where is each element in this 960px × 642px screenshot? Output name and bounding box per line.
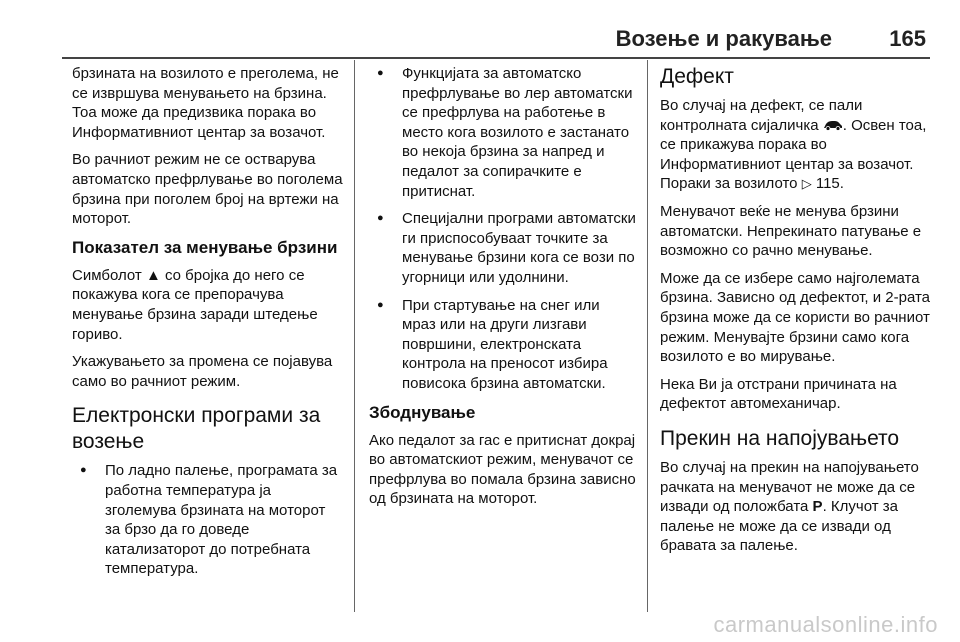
list-item: ● При стартување на снег или мраз или на други лизгави површини, електронската контрола на преносот избира повисока брзина автоматски. [369, 296, 637, 394]
bullet-list [369, 64, 637, 394]
paragraph: Менувачот веќе не менува брзини автоматски. Непрекинато патување е возможно со рачно менување. [660, 202, 922, 260]
reference-arrow-icon: ▷ [801, 176, 812, 192]
paragraph: Нека Ви ја отстрани причината на дефектот автомеханичар. [660, 375, 897, 413]
page-reference[interactable]: 115. [815, 175, 844, 193]
up-arrow-icon: ▲ [145, 266, 161, 284]
car-transmission-warning-icon [823, 119, 843, 131]
paragraph: Во рачниот режим не се оствaрува автоматско префрлување во поголема брзина при поголем број на вртежи на моторот. [72, 151, 343, 228]
column-divider-2 [647, 60, 648, 612]
watermark: carmanualsonline.info [713, 612, 938, 637]
gear-position-p: P [812, 498, 823, 516]
section-heading-indicator: Показател за менување брзини [72, 237, 338, 257]
text-span: Во случај на прекин на напојувањето рачката на менувачот не може да се извади од положбата [660, 458, 919, 516]
header-rule [62, 57, 930, 59]
text-span: Во случај на дефект, се пали контролната сијаличка [660, 97, 863, 134]
column-3 [660, 64, 936, 564]
paragraph [660, 458, 936, 556]
paragraph: Може да се избере само најголемата брзина. Зависно од дефектот, и 2-рата брзина може да се користи во рачниот режим. Менувајте брзини само кога возилото е во мирување. [660, 269, 931, 366]
section-heading-programs: Електронски програми за возење [72, 404, 321, 454]
list-item: ● Функцијата за автоматско префрлување во лер автоматски се префрлува на работење в место кога возилото е застанато во некоја брзина за напред и педалот за сопирачките е притиснат. [369, 64, 637, 201]
chapter-title: Возење и ракување [615, 26, 832, 51]
paragraph: Укажувањето за промена се појавува само во рачниот режим. [72, 353, 333, 390]
list-item: ● По ладно палење, програмата за работна температура ја зголемува брзината на моторот за брзо да го доведе катализаторот до потребната температура. [72, 461, 344, 579]
page-header [62, 0, 930, 60]
paragraph [660, 96, 936, 194]
text-span: со бројка до него се покажува кога се препорачува менување брзина заради штедење гориво. [72, 266, 318, 343]
page-number: 165 [889, 26, 926, 51]
section-heading-kickdown: Збоднување [369, 402, 476, 422]
column-divider-1 [354, 60, 355, 612]
text-span: Симболот [72, 266, 142, 284]
column-1 [72, 64, 344, 587]
section-heading-fault: Дефект [660, 65, 734, 88]
list-item: ● Специјални програми автоматски ги приспособуваат точките за менување брзини кога се вози по угорници или удолнини. [369, 209, 637, 287]
text-span: . Клучот за палење не може да се извади од бравата за палење. [660, 498, 898, 555]
paragraph: брзината на возилото е преголема, не се извршува менувањето на брзина. Тоа може да предизвика порака во Информативниот центар за возачот. [72, 65, 339, 141]
section-heading-power: Прекин на напојувањето [660, 426, 900, 450]
paragraph [72, 266, 344, 344]
paragraph: Ако педалот за гас е притиснат докрај во автоматскиот режим, менувачот се префрлува во помала брзина зависно од брзината на моторот. [369, 431, 636, 508]
bullet-list [72, 461, 344, 579]
column-2 [369, 64, 637, 517]
text-span: . Освен тоа, се прикажува порака во Информативниот центар за возачот. Пораки за возилото [660, 116, 927, 193]
